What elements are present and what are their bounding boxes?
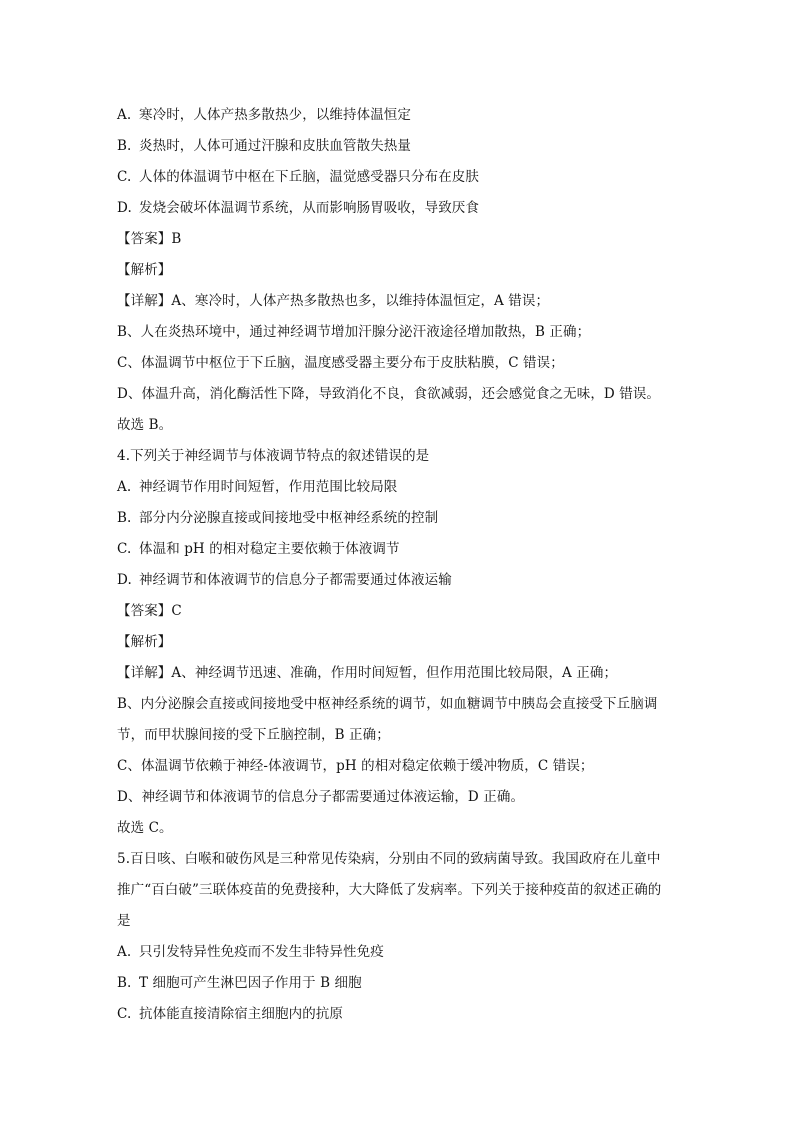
option-text: 人体的体温调节中枢在下丘脑，温觉感受器只分布在皮肤	[139, 169, 479, 185]
q5-stem-line: 5.百日咳、白喉和破伤风是三种常见传染病，分别由不同的致病菌导致。我国政府在儿童中	[117, 851, 661, 867]
q4-stem: 4.下列关于神经调节与体液调节特点的叙述错误的是	[117, 448, 430, 464]
q4-detail-line: B、内分泌腺会直接或间接地受中枢神经系统的调节，如血糖调节中胰岛会直接受下丘脑调	[117, 696, 658, 712]
option-text: 只引发特异性免疫而不发生非特异性免疫	[139, 944, 384, 960]
option-text: T 细胞可产生淋巴因子作用于 B 细胞	[139, 975, 362, 991]
option-letter: C.	[117, 541, 132, 557]
q3-option-a	[117, 100, 677, 131]
q3-detail-line: 【详解】A、寒冷时，人体产热多散热也多，以维持体温恒定，A 错误；	[117, 293, 550, 309]
q4-option-d	[117, 565, 677, 596]
option-letter: D.	[117, 572, 132, 588]
q4-option-b	[117, 503, 677, 534]
option-letter: C.	[117, 169, 132, 185]
q3-option-c	[117, 162, 677, 193]
q4-analysis-label: 【解析】	[117, 634, 172, 650]
q4-answer: 【答案】C	[117, 603, 182, 619]
q4-conclusion: 故选 C。	[117, 820, 173, 836]
option-letter: B.	[117, 975, 132, 991]
option-text: 体温和 pH 的相对稳定主要依赖于体液调节	[139, 541, 400, 557]
option-text: 神经调节作用时间短暂，作用范围比较局限	[139, 479, 398, 495]
option-letter: D.	[117, 200, 132, 216]
q4-detail-line: C、体温调节依赖于神经-体液调节，pH 的相对稳定依赖于缓冲物质，C 错误；	[117, 758, 594, 774]
option-letter: C.	[117, 1006, 132, 1022]
page-content	[117, 100, 677, 1030]
q5-stem-line: 推广“百白破”三联体疫苗的免费接种，大大降低了发病率。下列关于接种疫苗的叙述正确的	[117, 882, 662, 898]
option-letter: A.	[117, 944, 132, 960]
option-text: 寒冷时，人体产热多散热少，以维持体温恒定	[139, 107, 411, 123]
option-text: 部分内分泌腺直接或间接地受中枢神经系统的控制	[139, 510, 439, 526]
option-letter: A.	[117, 107, 132, 123]
option-text: 神经调节和体液调节的信息分子都需要通过体液运输	[139, 572, 452, 588]
option-letter: A.	[117, 479, 132, 495]
q5-stem-line: 是	[117, 913, 131, 929]
option-letter: B.	[117, 510, 132, 526]
q3-analysis-label: 【解析】	[117, 262, 172, 278]
option-text: 发烧会破坏体温调节系统，从而影响肠胃吸收，导致厌食	[139, 200, 479, 216]
q3-conclusion: 故选 B。	[117, 417, 173, 433]
option-letter: B.	[117, 138, 132, 154]
q5-option-a	[117, 937, 677, 968]
q5-option-c	[117, 999, 677, 1030]
q3-detail-line: C、体温调节中枢位于下丘脑，温度感受器主要分布于皮肤粘膜，C 错误；	[117, 355, 564, 371]
q4-detail-line: 【详解】A、神经调节迅速、准确，作用时间短暂，但作用范围比较局限，A 正确；	[117, 665, 618, 681]
option-text: 炎热时，人体可通过汗腺和皮肤血管散失热量	[139, 138, 411, 154]
option-text: 抗体能直接清除宿主细胞内的抗原	[139, 1006, 343, 1022]
q3-answer: 【答案】B	[117, 231, 182, 247]
q4-option-c	[117, 534, 677, 565]
q3-option-b	[117, 131, 677, 162]
q3-option-d	[117, 193, 677, 224]
q4-detail-line: D、神经调节和体液调节的信息分子都需要通过体液运输，D 正确。	[117, 789, 525, 805]
q4-option-a	[117, 472, 677, 503]
q3-detail-line: B、人在炎热环境中，通过神经调节增加汗腺分泌汗液途径增加散热，B 正确；	[117, 324, 591, 340]
q4-detail-line: 节，而甲状腺间接的受下丘脑控制，B 正确；	[117, 727, 390, 743]
q3-detail-line: D、体温升高，消化酶活性下降，导致消化不良，食欲减弱，还会感觉食之无味，D 错误。	[117, 386, 661, 402]
q5-option-b	[117, 968, 677, 999]
